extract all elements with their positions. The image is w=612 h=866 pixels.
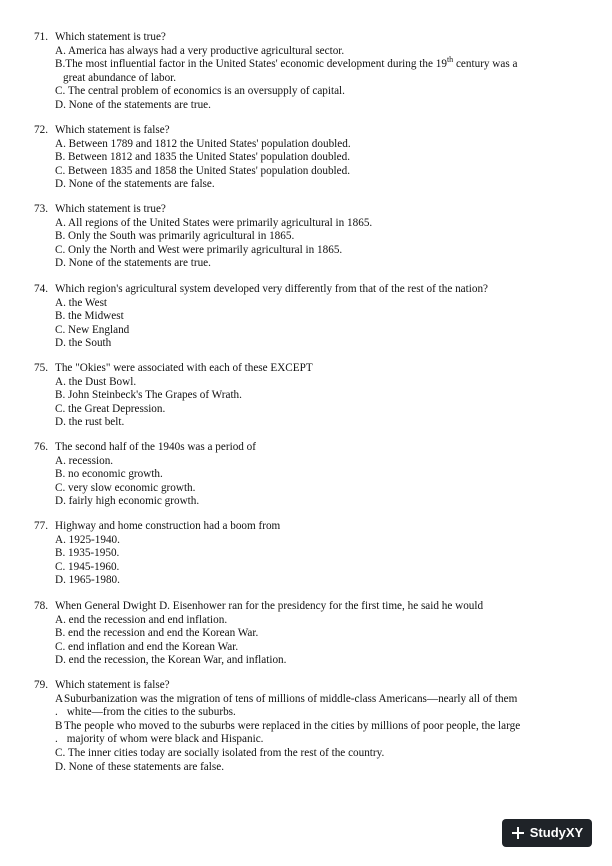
option-d: D. None of these statements are false. xyxy=(55,760,224,773)
question-74 xyxy=(34,283,582,351)
option-b: B. no economic growth. xyxy=(55,468,163,481)
question-76 xyxy=(34,441,582,509)
option-b: B. the Midwest xyxy=(55,310,124,323)
option-c: C. The inner cities today are socially isolated from the rest of the country. xyxy=(55,746,385,759)
question-stem: Which statement is true? xyxy=(55,203,166,215)
plus-icon xyxy=(511,826,525,840)
option-c: C. end inflation and end the Korean War. xyxy=(55,640,239,653)
option-d: D. None of the statements are true. xyxy=(55,98,211,111)
option-d: D. 1965-1980. xyxy=(55,574,120,587)
option-a: A . Suburbanization was the migration of tens of millions of middle-class Americans—nearly all of them white—from the cities to the suburbs. xyxy=(55,692,518,719)
question-number: 78. xyxy=(34,600,48,612)
option-c: C. The central problem of economics is an oversupply of capital. xyxy=(55,85,345,98)
question-number: 76. xyxy=(34,441,48,453)
question-78 xyxy=(34,600,582,668)
option-c: C. Only the North and West were primarily agricultural in 1865. xyxy=(55,243,343,256)
question-stem: Which statement is false? xyxy=(55,679,170,691)
question-75 xyxy=(34,362,582,430)
question-number: 77. xyxy=(34,520,48,532)
option-a: A. the Dust Bowl. xyxy=(55,375,137,388)
question-stem: Which region's agricultural system developed very differently from that of the rest of the nation? xyxy=(55,283,489,295)
option-a: A. the West xyxy=(55,296,108,309)
option-b: B.The most influential factor in the United States' economic development during the 19th century was a xyxy=(55,55,518,71)
question-number: 79. xyxy=(34,679,48,691)
question-72 xyxy=(34,124,582,192)
question-stem: The second half of the 1940s was a period of xyxy=(55,441,257,453)
option-b-continued: great abundance of labor. xyxy=(63,71,177,84)
option-b: B. 1935-1950. xyxy=(55,547,120,560)
question-stem: Highway and home construction had a boom from xyxy=(55,520,281,532)
option-a: A. All regions of the United States were primarily agricultural in 1865. xyxy=(55,216,373,229)
question-73 xyxy=(34,203,582,271)
option-d: D. the rust belt. xyxy=(55,416,125,429)
option-c: C. 1945-1960. xyxy=(55,560,120,573)
brand-label: StudyXY xyxy=(529,825,584,841)
option-c: C. Between 1835 and 1858 the United States' population doubled. xyxy=(55,164,351,177)
option-a: A. end the recession and end inflation. xyxy=(55,613,228,626)
question-number: 74. xyxy=(34,283,48,295)
question-77 xyxy=(34,520,582,588)
option-d: D. the South xyxy=(55,337,112,350)
question-number: 73. xyxy=(34,203,48,215)
option-b: B. Only the South was primarily agricultural in 1865. xyxy=(55,230,295,243)
question-number: 72. xyxy=(34,124,48,136)
option-c: C. the Great Depression. xyxy=(55,402,166,415)
option-d: D. None of the statements are true. xyxy=(55,257,211,270)
question-stem: When General Dwight D. Eisenhower ran for the presidency for the first time, he said he would xyxy=(55,600,484,612)
option-d: D. None of the statements are false. xyxy=(55,178,215,191)
option-d: D. fairly high economic growth. xyxy=(55,495,200,508)
question-stem: Which statement is false? xyxy=(55,124,170,136)
option-c: C. New England xyxy=(55,323,130,336)
option-c: C. very slow economic growth. xyxy=(55,481,196,494)
question-stem: Which statement is true? xyxy=(55,31,166,43)
question-number: 71. xyxy=(34,31,48,43)
question-stem: The "Okies" were associated with each of these EXCEPT xyxy=(55,362,313,374)
option-b: B. Between 1812 and 1835 the United States' population doubled. xyxy=(55,151,351,164)
question-number: 75. xyxy=(34,362,48,374)
option-d: D. end the recession, the Korean War, and inflation. xyxy=(55,654,287,667)
question-79 xyxy=(34,679,582,774)
option-a: A. 1925-1940. xyxy=(55,533,120,546)
option-a: A. America has always had a very productive agricultural sector. xyxy=(55,44,345,57)
option-b: B . The people who moved to the suburbs were replaced in the cities by millions of poor people, the large majority of whom were black and Hispanic. xyxy=(55,719,521,746)
question-71 xyxy=(34,31,582,113)
option-b: B. end the recession and end the Korean War. xyxy=(55,627,259,640)
option-a: A. Between 1789 and 1812 the United States' population doubled. xyxy=(55,137,351,150)
option-b: B. John Steinbeck's The Grapes of Wrath. xyxy=(55,389,242,402)
studyxy-logo[interactable] xyxy=(502,819,592,847)
option-a: A. recession. xyxy=(55,454,114,467)
